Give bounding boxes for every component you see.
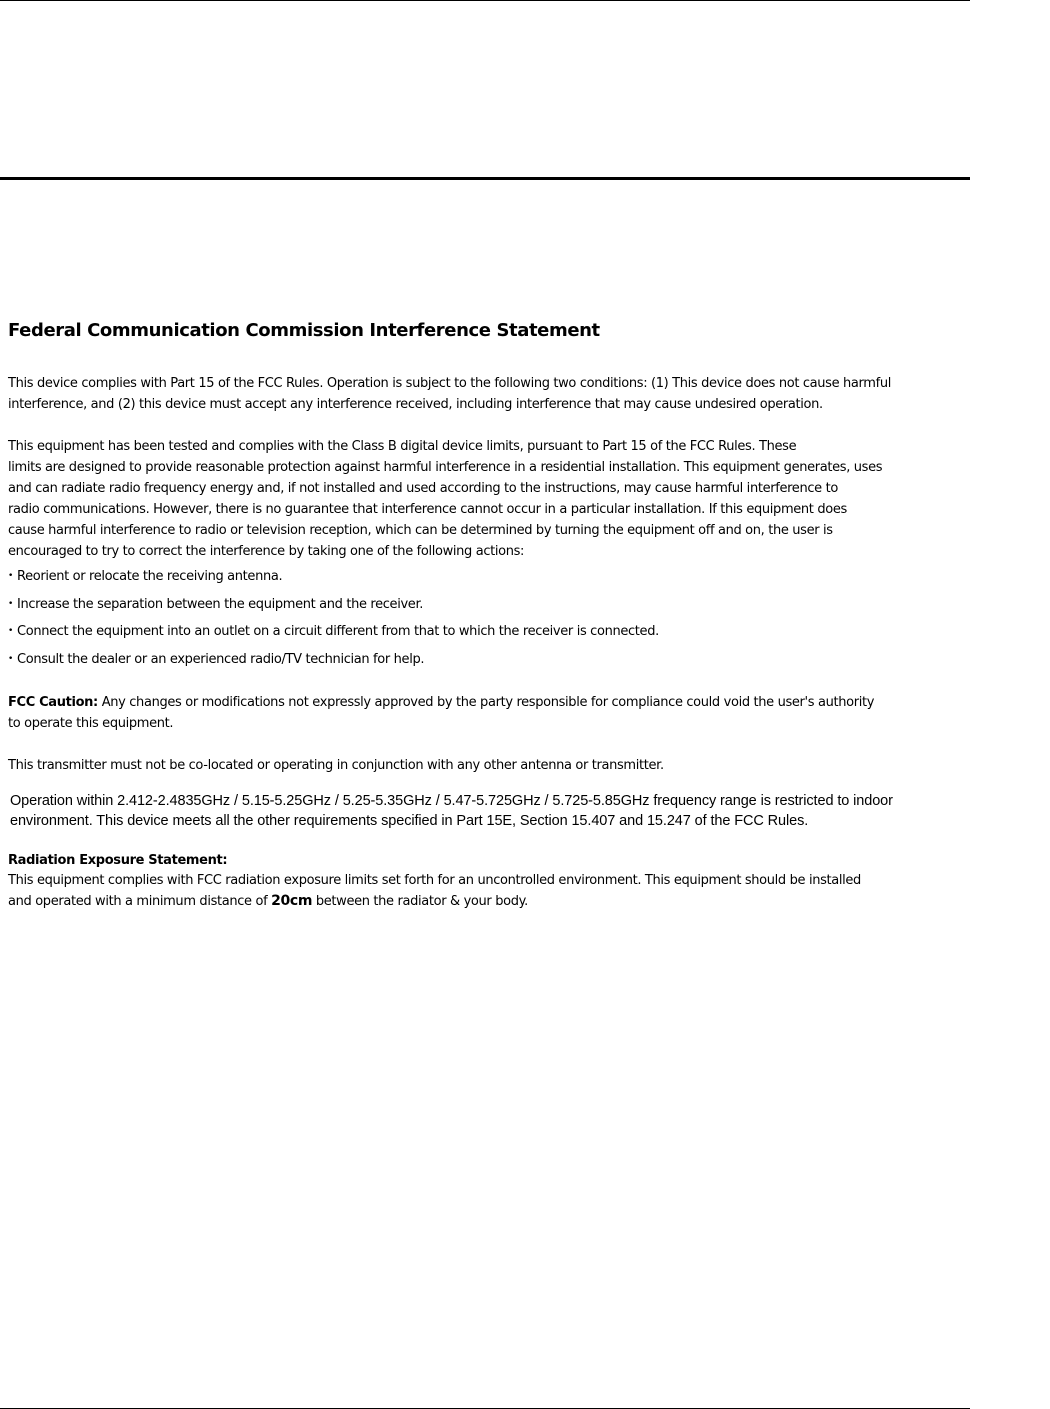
operation-line: Operation within 2.412-2.4835GHz / 5.15-5.25GHz / 5.25-5.35GHz / 5.47-5.725GHz / 5.725-5.85GHz frequency range is restricted to indoor bbox=[10, 793, 893, 809]
fcc-caution-text: to operate this equipment. bbox=[8, 716, 174, 731]
class-b-line: This equipment has been tested and complies with the Class B digital device limits, pursuant to Part 15 of the FCC Rules. These bbox=[8, 439, 797, 454]
page-title: Federal Communication Commission Interference Statement bbox=[8, 320, 600, 341]
list-item bbox=[8, 621, 659, 642]
list-item-text: Increase the separation between the equipment and the receiver. bbox=[17, 597, 424, 612]
list-item bbox=[8, 594, 423, 615]
radiation-line: and operated with a minimum distance of bbox=[8, 894, 272, 909]
bullet-icon: • bbox=[8, 599, 13, 609]
list-item bbox=[8, 649, 424, 670]
class-b-paragraph bbox=[8, 436, 968, 562]
class-b-line: and can radiate radio frequency energy and, if not installed and used according to the instructions, may cause harmful interference to bbox=[8, 481, 838, 496]
list-item-text: Consult the dealer or an experienced radio/TV technician for help. bbox=[17, 652, 425, 667]
radiation-line: between the radiator & your body. bbox=[312, 894, 528, 909]
class-b-line: radio communications. However, there is no guarantee that interference cannot occur in a particular installation. If this equipment does bbox=[8, 502, 847, 517]
radiation-heading: Radiation Exposure Statement: bbox=[8, 853, 228, 868]
bullet-icon: • bbox=[8, 626, 13, 636]
indoor-operation-paragraph bbox=[10, 791, 1040, 831]
bullet-icon: • bbox=[8, 654, 13, 664]
radiation-line: This equipment complies with FCC radiation exposure limits set forth for an uncontrolled environment. This equipment should be installed bbox=[8, 873, 861, 888]
list-item-text: Connect the equipment into an outlet on a circuit different from that to which the receiver is connected. bbox=[17, 624, 659, 639]
class-b-line: cause harmful interference to radio or television reception, which can be determined by turning the equipment off and on, the user is bbox=[8, 523, 833, 538]
compliance-line: interference, and (2) this device must accept any interference received, including interference that may cause undesired operation. bbox=[8, 397, 823, 412]
list-item bbox=[8, 566, 282, 587]
top-rule bbox=[0, 0, 970, 1]
list-item-text: Reorient or relocate the receiving antenna. bbox=[17, 569, 283, 584]
bullet-icon: • bbox=[8, 571, 13, 581]
minimum-distance: 20cm bbox=[271, 893, 313, 909]
compliance-paragraph bbox=[8, 373, 968, 415]
compliance-line: This device complies with Part 15 of the FCC Rules. Operation is subject to the following two conditions: (1) This device does not cause harmful bbox=[8, 376, 891, 391]
operation-line: environment. This device meets all the other requirements specified in Part 15E, Section 15.407 and 15.247 of the FCC Rules. bbox=[10, 813, 809, 829]
fcc-caution-text: Any changes or modifications not expressly approved by the party responsible for compliance could void the user's authority bbox=[97, 695, 875, 710]
fcc-caution-label: FCC Caution: bbox=[8, 695, 98, 710]
class-b-line: limits are designed to provide reasonable protection against harmful interference in a residential installation. This equipment generates, uses bbox=[8, 460, 883, 475]
fcc-caution-paragraph bbox=[8, 692, 968, 734]
header-rule bbox=[0, 177, 970, 180]
radiation-paragraph bbox=[8, 870, 968, 912]
class-b-line: encouraged to try to correct the interference by taking one of the following actions: bbox=[8, 544, 525, 559]
transmitter-paragraph: This transmitter must not be co-located or operating in conjunction with any other antenna or transmitter. bbox=[8, 758, 664, 773]
